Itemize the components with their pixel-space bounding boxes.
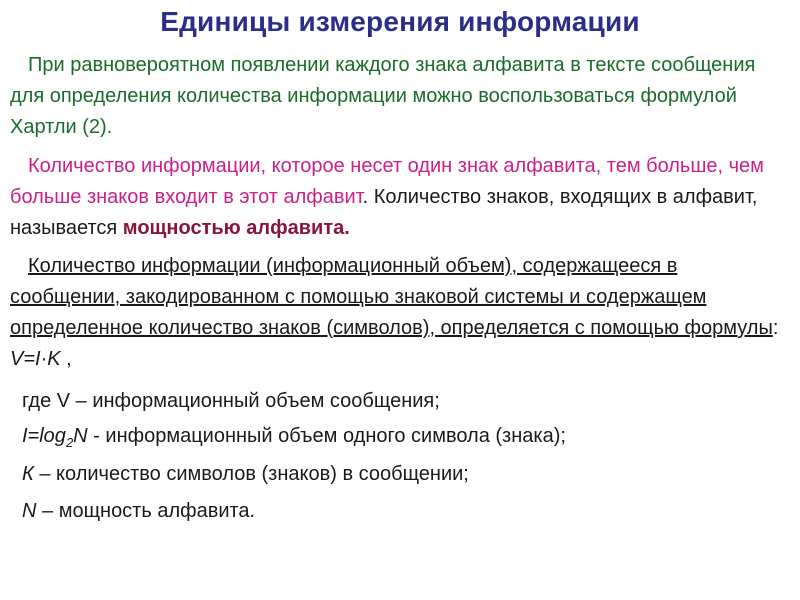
definition-i-var: I=log: [22, 425, 66, 447]
alphabet-power-term: мощностью алфавита.: [122, 217, 350, 239]
definition-k: [22, 463, 469, 486]
definition-n-text: – мощность алфавита.: [36, 500, 256, 522]
definition-v-text: – информационный объем сообщения;: [70, 390, 440, 412]
highlight-dot: .: [362, 186, 369, 208]
definition-v-prefix: где: [22, 390, 57, 412]
definition-i-n: N: [73, 425, 88, 447]
definition-i-log-base: 2: [65, 435, 74, 450]
volume-tail: ,: [60, 348, 72, 370]
definition-n: [22, 500, 255, 523]
slide-title: Единицы измерения информации: [160, 6, 640, 37]
paragraph-alphabet-power-text: Количество знаков, входящих в алфавит, называется: [10, 186, 758, 239]
definition-k-var: К: [22, 463, 34, 485]
paragraph-hartley-text: При равновероятном появлении каждого знака алфавита в тексте сообщения для определения количества информации можно воспользоваться формулой Хартли (2).: [10, 54, 756, 138]
definition-i: [22, 425, 566, 450]
definition-k-text: – количество символов (знаков) в сообщении;: [33, 463, 469, 485]
highlight-text: Количество информации, которое несет один знак алфавита, тем больше, чем больше знаков входит в этот алфавит: [10, 155, 764, 208]
definition-i-text: - информационный объем одного символа (знака);: [87, 425, 566, 447]
definition-n-var: N: [22, 500, 37, 522]
volume-definition-text: Количество информации (информационный объем), содержащееся в сообщении, закодированном с помощью знаковой системы и содержащем определенное количество знаков (символов), определяется с помощью формулы: [10, 255, 773, 339]
paragraph-hartley: [10, 50, 785, 143]
paragraph-alphabet-power: [10, 151, 785, 244]
definition-v-var: V: [56, 390, 71, 412]
volume-colon: :: [772, 317, 779, 339]
definition-v: [22, 390, 440, 413]
paragraph-information-volume: [10, 251, 785, 375]
volume-formula: V=I·K: [10, 348, 61, 370]
